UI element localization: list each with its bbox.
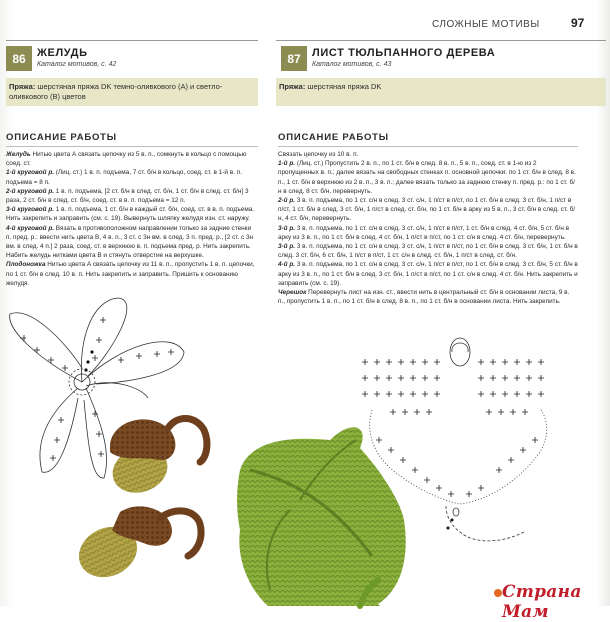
instruction-lead: 2-й р. (278, 197, 296, 205)
yarn-label: Пряжа: (279, 82, 306, 91)
motif-title: ЖЕЛУДЬ (37, 47, 88, 59)
instruction-text: 3 в. п. подъема, по 1 ст. с/н в след. 3 ст. с/н, 1 п/ст в п/ст, 1 ст. б/н в след. 4 ст. б/н, 5 ст. б/н в арку из 3 в. п., по 1 ст. б/н в след. 4 ст. б/н, 1 п/ст в п/ст, по 1 ст. с/н в след. 4 ст. б/н, перевернуть. (278, 224, 570, 241)
acorn-photo-2 (71, 506, 201, 586)
leaf-photo (237, 427, 406, 606)
instruction-lead: 1-й р. (278, 160, 296, 168)
instruction-text: Перевернуть лист на изн. ст., ввести нить в центральный ст. б/н в основании листа, 9 в. п., пропустить 1 в. п., по 1 ст. б/н в след. 8 в. п., по 1 ст. б/н в основании листа. Нить закрепить. (278, 289, 570, 306)
instruction-lead: 3-й р. (278, 224, 296, 232)
watermark-flower-icon (494, 589, 502, 597)
instruction-lead: 1-й круговой р. (6, 169, 55, 177)
instruction-text: 1 в. п. подъема, [2 ст. б/н в след. ст. б/н, 1 ст. б/н в след. ст. б/н] 3 раза, 2 ст. б/н в след. ст. б/н, соед. ст. в в. п. подъема = 12 п. (6, 187, 249, 205)
instruction-lead: 4-й р. (278, 261, 296, 269)
yarn-text: шерстяная пряжа DK (307, 82, 382, 91)
instruction-lead: 4-й круговой р. (6, 224, 55, 232)
instruction-text: Связать цепочку из 10 в. п. (278, 151, 359, 158)
instruction-lead: 3-й р. (278, 243, 296, 251)
instruction-text: 3 в. п. подъема, по 1 ст. с/н в след. 3 ст. с/н, 1 п/ст в п/ст, по 1 ст. б/н в след. 3 ст. б/н, 1 п/ст в п/ст, 1 ст. б/н в след. 3 ст. б/н, 1 п/ст в след. ст. б/н, по 1 ст. б/н в арку из 5 в. п., 3 ст. б/н в след. ст. б/н, 4 ст. б/н, перевернуть. (278, 197, 576, 223)
yarn-label: Пряжа: (9, 82, 36, 91)
section-title: ОПИСАНИЕ РАБОТЫ (278, 132, 389, 143)
motif-number-badge: 86 (6, 46, 32, 71)
motif-title: ЛИСТ ТЮЛЬПАННОГО ДЕРЕВА (312, 47, 496, 59)
instruction-text: (Лиц. ст.) Пропустить 2 в. п., по 1 ст. б/н в след. 8 в. п., 5 в. п., соед. ст. в 1-ю из 2 пропущенных в. п.; далее вязать на свободных стенках п. основной цепочки: по 1 ст. б/н в след. 8 в. п., 1 ст. б/н в верхнюю из 2 в. п., 3 в. п.; далее вязать только за заднюю стенку п. пред. р.: по 1 ст. б/н в след. 8 ст. б/н, перевернуть. (278, 160, 576, 195)
instruction-text: Нитью цвета А связать цепочку из 11 в. п., пропустить 1 в. п. цепочки, по 1 ст. б/н в след. 10 в. п. Нить закрепить и заправить. Пришить к основанию желудя. (6, 261, 255, 287)
instruction-text: 3 в. п. подъема, по 1 ст. с/н в след. 3 ст. с/н, 1 п/ст в п/ст, по 1 ст. б/н в след. 3 ст. б/н, 5 ст. б/н в арку из 3 в. п., по 1 ст. б/н в след. 3 ст. б/н, 1 п/ст в п/ст, по 1 ст. с/н в след. 4 ст. б/н. Нить закрепить и заправить (см. с. 19). (278, 261, 578, 287)
instruction-text: 1 в. п. подъема, 1 ст. б/н в каждый ст. б/н, соед. ст. в в. п. подъема. Нить закрепить и заправить (см. с. 19). Вывернуть шляпку желудя изн. ст. наружу. (6, 206, 255, 223)
acorn-photo-1 (106, 418, 207, 500)
watermark: Страна Мам (502, 582, 582, 622)
page-number: 97 (571, 16, 585, 30)
instruction-lead: Черешок (278, 289, 307, 297)
section-title: ОПИСАНИЕ РАБОТЫ (6, 132, 117, 143)
instruction-lead: 3-й круговой р. (6, 206, 55, 214)
motif-catalog-ref: Каталог мотивов, с. 42 (37, 61, 117, 68)
instruction-text: Нитью цвета А связать цепочку из 5 в. п., сомкнуть в кольцо с помощью соед. ст. (6, 151, 247, 168)
running-head: СЛОЖНЫЕ МОТИВЫ (432, 19, 540, 30)
motif-catalog-ref: Каталог мотивов, с. 43 (312, 61, 392, 68)
instruction-text: Вязать в противоположном направлении только за задние стенки п. пред. р.: ввести нить цвета В, 4 в. п., 3 ст. с 3н вм. в след. 3 п. пред. р., [2 ст. с 3н вм. в след. 4 п.] 2 раза, соед. ст. в верхнюю в. п. подъема пред. р. Нить закрепить. Набить желудь нитками цвета В и стянуть отверстие на верхушке. (6, 224, 254, 260)
instruction-lead: Желудь (6, 151, 31, 158)
instruction-text: (Лиц. ст.) 1 в. п. подъема, 7 ст. б/н в кольцо, соед. ст. в 1-й в. п. подъема = 8 п. (6, 169, 242, 186)
instruction-text: 3 в. п. подъема, по 1 ст. с/н в след. 3 ст. с/н, 1 п/ст в п/ст, по 1 ст. б/н в след. 3 ст. б/н, 1 ст. б/н в след. 3 ст. б/н, 6 ст. б/н, 1 п/ст в п/ст, 1 ст. с/н в след. ст. б/н, 1 п/ст в след. ст. б/н. (278, 243, 578, 260)
instruction-lead: 2-й круговой р. (6, 187, 55, 195)
yarn-text: шерстяная пряжа DK темно-оливкового (А) и светло-оливкового (В) цветов (9, 82, 223, 101)
motif-number-badge: 87 (281, 46, 307, 71)
instruction-lead: Плодоножка (6, 261, 46, 269)
